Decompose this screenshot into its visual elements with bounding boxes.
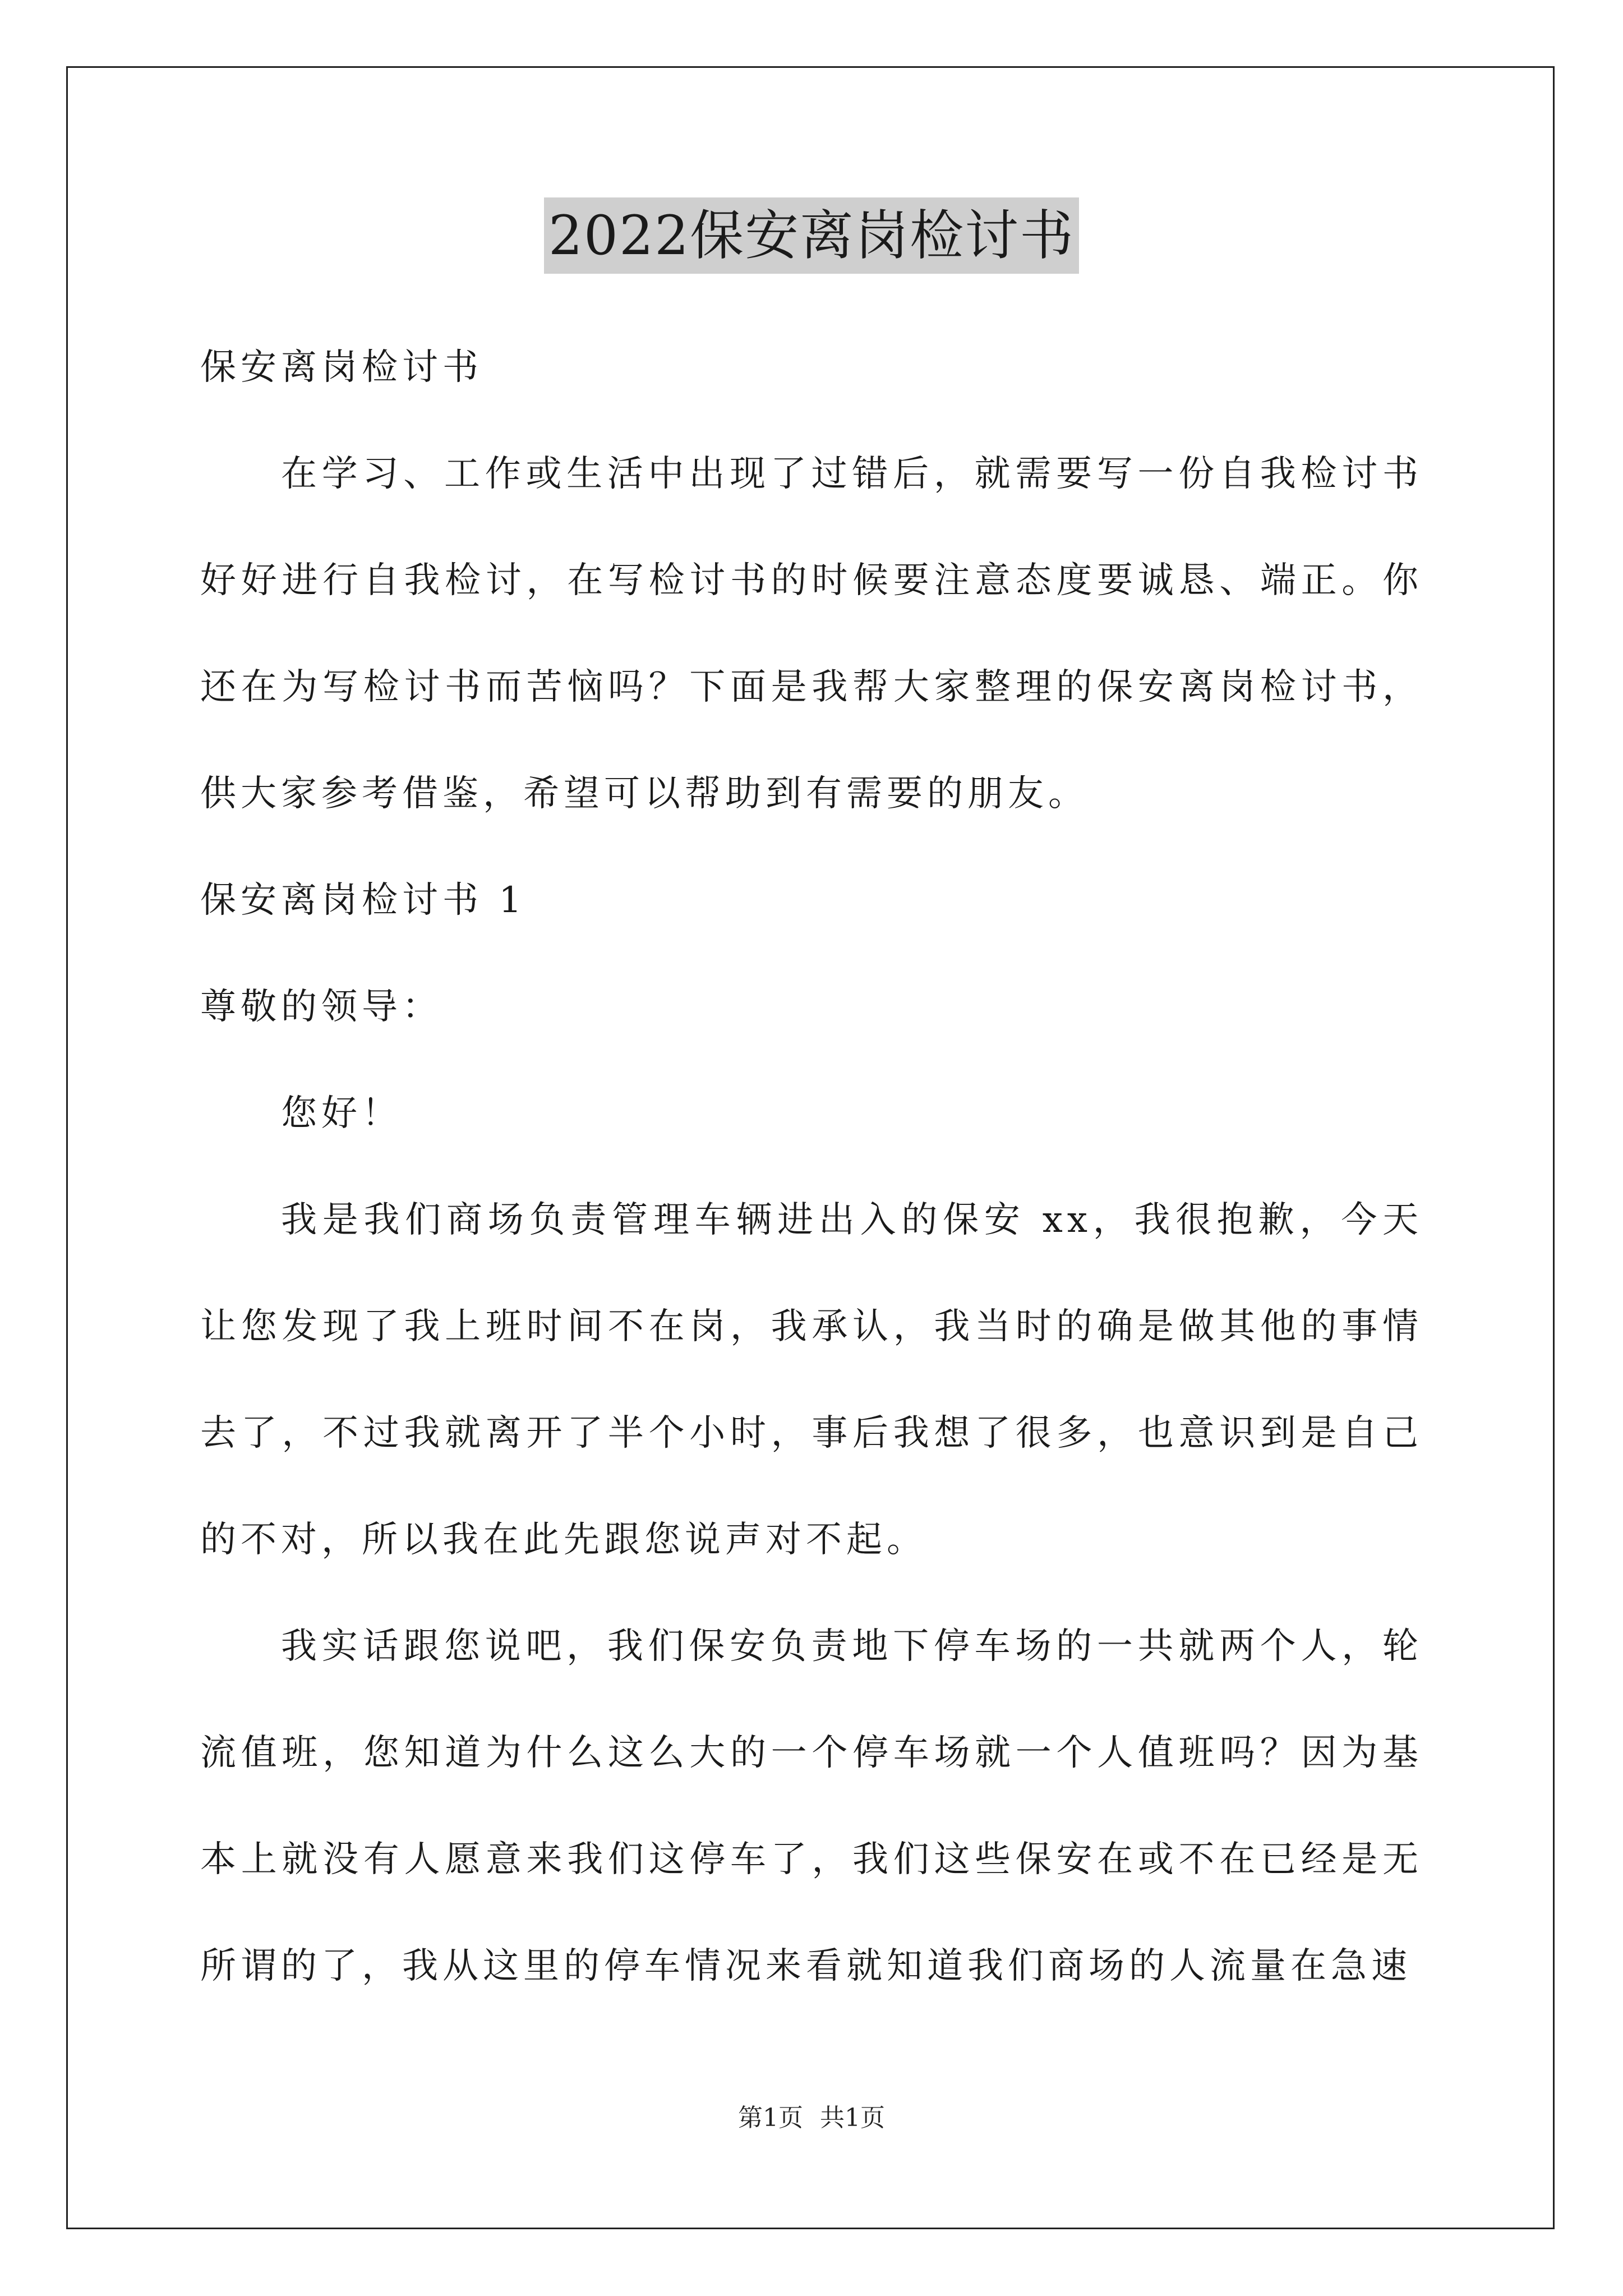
document-title: 2022保安离岗检讨书 xyxy=(544,197,1079,274)
body-paragraph: 我实话跟您说吧，我们保安负责地下停车场的一共就两个人，轮流值班，您知道为什么这么大的一个停车场就一个人值班吗？因为基本上就没有人愿意来我们这停车了，我们这些保安在或不在已经是无所谓的了，我从这里的停车情况来看就知道我们商场的人流量在急速 xyxy=(200,1626,1423,1987)
section-heading: 保安离岗检讨书 xyxy=(200,347,483,388)
greeting: 您好！ xyxy=(281,1093,402,1134)
body-paragraph: 我是我们商场负责管理车辆进出入的保安 xx，我很抱歉，今天让您发现了我上班时间不在岗，我承认，我当时的确是做其他的事情去了，不过我就离开了半个小时，事后我想了很多，也意识到是自己的不对，所以我在此先跟您说声对不起。 xyxy=(200,1199,1423,1561)
section-heading: 保安离岗检讨书 1 xyxy=(200,880,527,921)
page-number: 第1页 xyxy=(738,2104,803,2132)
intro-paragraph: 在学习、工作或生活中出现了过错后，就需要写一份自我检讨书好好进行自我检讨，在写检讨书的时候要注意态度要诚恳、端正。你还在为写检讨书而苦恼吗？下面是我帮大家整理的保安离岗检讨书，供大家参考借鉴，希望可以帮助到有需要的朋友。 xyxy=(200,453,1423,815)
title-container xyxy=(0,197,1623,274)
document-body xyxy=(200,314,1423,2019)
page-footer xyxy=(0,2102,1623,2134)
page-total: 共1页 xyxy=(820,2104,885,2132)
salutation: 尊敬的领导： xyxy=(200,986,442,1028)
